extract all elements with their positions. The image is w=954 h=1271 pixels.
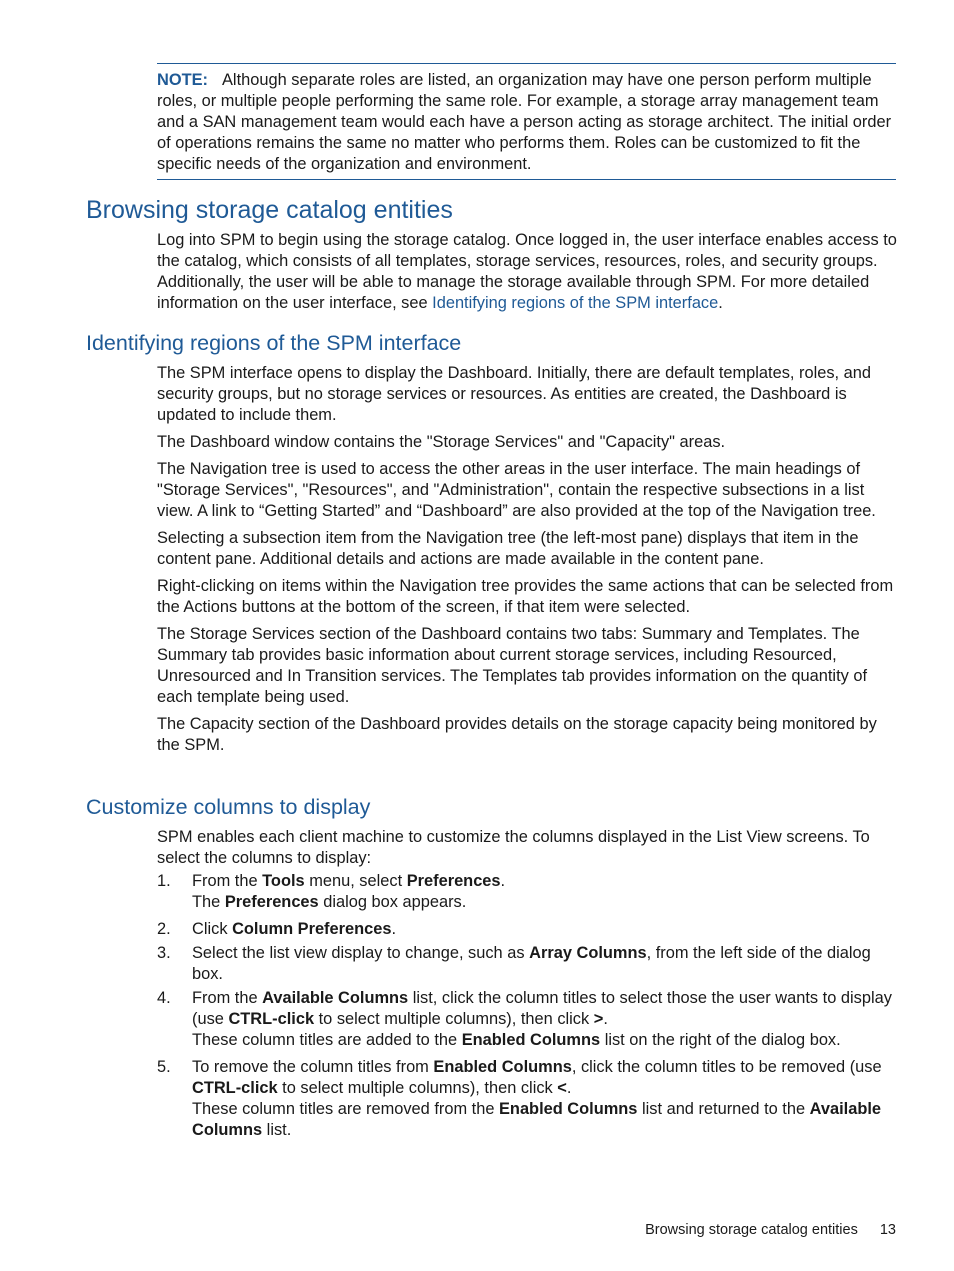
step-sub-text: list and returned to the	[637, 1100, 810, 1118]
step-sub-text: dialog box appears.	[318, 893, 467, 911]
step-number: 4.	[157, 989, 171, 1007]
identifying-paragraph: The Navigation tree is used to access the other areas in the user interface. The main headings of "Storage Services", "Resources", and "Administration", contain the respective subsections in a list view. A link to “Getting Started” and “Dashboard” are also provided at the top of the Navigation tree.	[157, 460, 876, 520]
step-bold: CTRL-click	[192, 1079, 278, 1097]
steps-list	[157, 871, 897, 1141]
step-text: to select multiple columns), then click	[277, 1079, 558, 1097]
section-identifying-body	[157, 363, 897, 762]
step-sub-text: list.	[262, 1121, 292, 1139]
step-number: 2.	[157, 920, 171, 938]
step-sub-text: The	[192, 893, 225, 911]
list-item	[157, 871, 897, 913]
identifying-paragraph: The SPM interface opens to display the Dashboard. Initially, there are default templates, roles, and security groups, but no storage services or resources. As entities are created, the Dashboard is updated to include them.	[157, 364, 871, 424]
step-sub-bold: Enabled Columns	[461, 1031, 601, 1049]
step-text: Click	[192, 920, 233, 938]
step-text: menu, select	[304, 872, 407, 890]
step-bold: Enabled Columns	[433, 1058, 572, 1076]
page-footer	[645, 1222, 896, 1238]
step-text: list, click the column titles to select those the user wants to display (use	[192, 989, 892, 1028]
list-item	[157, 943, 897, 985]
step-number: 1.	[157, 872, 171, 890]
step-text: .	[566, 1079, 572, 1097]
step-text: .	[500, 872, 506, 890]
step-text: To remove the column titles from	[192, 1058, 434, 1076]
step-bold: Preferences	[406, 872, 501, 890]
identifying-paragraph: The Storage Services section of the Dashboard contains two tabs: Summary and Templates. The Summary tab provides basic information about current storage services, including Resourced, Unresourced and In Transition services. The Templates tab provides information on the quantity of each template being used.	[157, 625, 868, 706]
note-box	[157, 63, 896, 180]
step-sub-text: These column titles are added to the	[192, 1031, 462, 1049]
step-bold: >	[593, 1010, 604, 1028]
step-text: , click the column titles to be removed (use	[571, 1058, 882, 1076]
step-number: 3.	[157, 944, 171, 962]
browsing-text-end: .	[718, 294, 723, 312]
step-bold: <	[557, 1079, 567, 1097]
page-number: 13	[879, 1222, 896, 1238]
step-bold: Column Preferences	[232, 920, 392, 938]
list-item	[157, 1057, 897, 1141]
step-sub-bold: Available Columns	[192, 1100, 882, 1139]
step-sub-text: list on the right of the dialog box.	[600, 1031, 841, 1049]
step-text: .	[391, 920, 397, 938]
step-number: 5.	[157, 1058, 171, 1076]
step-bold: Available Columns	[262, 989, 409, 1007]
step-sub-bold: Preferences	[224, 893, 319, 911]
list-item	[157, 988, 897, 1051]
browsing-paragraph	[157, 230, 897, 314]
list-item	[157, 919, 897, 940]
step-sub-text: These column titles are removed from the	[192, 1100, 499, 1118]
browsing-text: Log into SPM to begin using the storage catalog. Once logged in, the user interface enables access to the catalog, which consists of all templates, storage services, resources, roles, and security groups. Additionally, the user will be able to manage the storage available through SPM. For more detailed information on the user interface, see	[157, 231, 897, 312]
identifying-paragraph: Right-clicking on items within the Navigation tree provides the same actions that can be selected from the Actions buttons at the bottom of the screen, if that item were selected.	[157, 577, 894, 616]
note-text: Although separate roles are listed, an organization may have one person perform multiple roles, or multiple people performing the same role. For example, a storage array management team and a SAN management team would each have a person acting as storage architect. The initial order of operations remains the same no matter who performs them. Roles can be customized to fit the specific needs of the organization and environment.	[157, 71, 892, 173]
customize-intro: SPM enables each client machine to customize the columns displayed in the List View screens. To select the columns to display:	[157, 828, 870, 867]
step-text: From the	[192, 989, 263, 1007]
step-bold: Tools	[262, 872, 305, 890]
section-customize-body	[157, 827, 897, 1147]
step-text: , from the left side of the dialog box.	[192, 944, 871, 983]
step-text: to select multiple columns), then click	[314, 1010, 594, 1028]
section-title-customize: Customize columns to display	[86, 795, 371, 819]
step-text: .	[603, 1010, 608, 1028]
step-sub-bold: Enabled Columns	[499, 1100, 638, 1118]
running-title: Browsing storage catalog entities	[645, 1222, 858, 1238]
step-text: From the	[192, 872, 263, 890]
identifying-paragraph: The Dashboard window contains the "Storage Services" and "Capacity" areas.	[157, 433, 726, 451]
identifying-regions-link[interactable]: Identifying regions of the SPM interface	[432, 294, 719, 312]
identifying-paragraph: Selecting a subsection item from the Navigation tree (the left-most pane) displays that item in the content pane. Additional details and actions are made available in the content pane.	[157, 529, 859, 568]
step-bold: CTRL-click	[228, 1010, 315, 1028]
section-title-browsing: Browsing storage catalog entities	[86, 196, 453, 224]
section-browsing-body	[157, 230, 897, 320]
step-bold: Array Columns	[529, 944, 647, 962]
section-title-identifying: Identifying regions of the SPM interface	[86, 331, 462, 355]
step-text: Select the list view display to change, such as	[192, 944, 530, 962]
note-label: NOTE:	[157, 71, 208, 89]
identifying-paragraph: The Capacity section of the Dashboard provides details on the storage capacity being monitored by the SPM.	[157, 715, 877, 754]
